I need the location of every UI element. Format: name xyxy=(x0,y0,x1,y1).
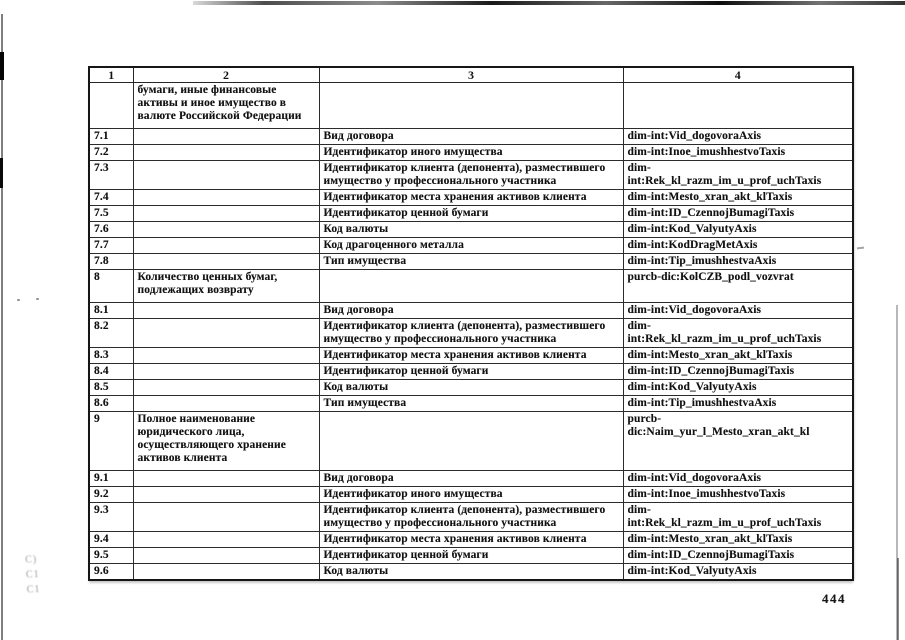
table-row xyxy=(89,238,853,254)
group-name-cell xyxy=(133,190,319,206)
row-number-cell: 8.5 xyxy=(89,380,133,396)
column-header-3: 3 xyxy=(319,67,623,83)
code-cell: dim-int:ID_CzennojBumagiTaxis xyxy=(623,206,853,222)
code-cell xyxy=(623,83,853,129)
indicator-name-cell: Идентификатор иного имущества xyxy=(319,145,623,161)
table-body xyxy=(89,83,853,581)
indicator-name-cell: Вид договора xyxy=(319,129,623,145)
code-cell: dim-int:ID_CzennojBumagiTaxis xyxy=(623,548,853,564)
scan-artifact-top-edge xyxy=(193,1,905,5)
table-row xyxy=(89,532,853,548)
scan-artifact-left-blot xyxy=(0,158,3,188)
margin-smudge-mark: C) xyxy=(24,554,38,566)
row-number-cell: 9 xyxy=(89,412,133,471)
row-number-cell: 7.8 xyxy=(89,254,133,270)
table-row xyxy=(89,348,853,364)
code-cell: dim-int:Kod_ValyutyAxis xyxy=(623,564,853,581)
indicator-name-cell xyxy=(319,83,623,129)
indicator-name-cell: Код валюты xyxy=(319,564,623,581)
table-row xyxy=(89,270,853,303)
table-row xyxy=(89,396,853,412)
indicator-name-cell: Код валюты xyxy=(319,222,623,238)
code-cell: dim-int:Tip_imushhestvaAxis xyxy=(623,254,853,270)
row-number-cell: 8.2 xyxy=(89,319,133,348)
code-cell: dim-int:Rek_kl_razm_im_u_prof_uchTaxis xyxy=(623,319,853,348)
table-row xyxy=(89,364,853,380)
code-cell: dim-int:KodDragMetAxis xyxy=(623,238,853,254)
group-name-cell xyxy=(133,532,319,548)
group-name-cell xyxy=(133,348,319,364)
group-name-cell xyxy=(133,487,319,503)
scan-speck xyxy=(17,299,20,301)
scan-artifact-right-edge xyxy=(897,558,899,640)
row-number-cell xyxy=(89,83,133,129)
group-name-cell xyxy=(133,380,319,396)
column-header-1: 1 xyxy=(89,67,133,83)
code-cell: dim-int:Mesto_xran_akt_klTaxis xyxy=(623,532,853,548)
indicator-name-cell xyxy=(319,270,623,303)
indicator-name-cell: Идентификатор ценной бумаги xyxy=(319,364,623,380)
row-number-cell: 9.3 xyxy=(89,503,133,532)
row-number-cell: 7.7 xyxy=(89,238,133,254)
indicator-name-cell: Идентификатор клиента (депонента), разместившего имущество у профессионального участника xyxy=(319,319,623,348)
table-row xyxy=(89,412,853,471)
code-cell: dim-int:Rek_kl_razm_im_u_prof_uchTaxis xyxy=(623,161,853,190)
code-cell: dim-int:Rek_kl_razm_im_u_prof_uchTaxis xyxy=(623,503,853,532)
code-cell: dim-int:ID_CzennojBumagiTaxis xyxy=(623,364,853,380)
row-number-cell: 8.1 xyxy=(89,303,133,319)
row-number-cell: 7.4 xyxy=(89,190,133,206)
table-row xyxy=(89,161,853,190)
row-number-cell: 7.2 xyxy=(89,145,133,161)
table-row xyxy=(89,471,853,487)
group-name-cell xyxy=(133,548,319,564)
group-name-cell xyxy=(133,129,319,145)
row-number-cell: 9.5 xyxy=(89,548,133,564)
group-name-cell xyxy=(133,145,319,161)
table-row xyxy=(89,303,853,319)
table-row xyxy=(89,190,853,206)
indicator-name-cell: Идентификатор ценной бумаги xyxy=(319,206,623,222)
code-cell: dim-int:Vid_dogovoraAxis xyxy=(623,303,853,319)
scan-artifact-left-edge xyxy=(1,14,3,640)
row-number-cell: 9.2 xyxy=(89,487,133,503)
table-row xyxy=(89,145,853,161)
column-header-2: 2 xyxy=(133,67,319,83)
margin-smudge xyxy=(25,551,51,597)
table-row xyxy=(89,222,853,238)
indicator-name-cell: Идентификатор места хранения активов клиента xyxy=(319,348,623,364)
group-name-cell xyxy=(133,303,319,319)
code-cell: purcb-dic:Naim_yur_l_Mesto_xran_akt_kl xyxy=(623,412,853,471)
indicator-name-cell: Идентификатор клиента (депонента), разместившего имущество у профессионального участника xyxy=(319,503,623,532)
code-cell: dim-int:Kod_ValyutyAxis xyxy=(623,222,853,238)
table-row xyxy=(89,564,853,581)
code-cell: dim-int:Mesto_xran_akt_klTaxis xyxy=(623,190,853,206)
row-number-cell: 9.1 xyxy=(89,471,133,487)
scan-speck xyxy=(36,298,39,300)
row-number-cell: 8.4 xyxy=(89,364,133,380)
code-cell: dim-int:Kod_ValyutyAxis xyxy=(623,380,853,396)
indicator-name-cell xyxy=(319,412,623,471)
indicator-name-cell: Идентификатор иного имущества xyxy=(319,487,623,503)
indicator-name-cell: Идентификатор места хранения активов клиента xyxy=(319,532,623,548)
group-name-cell xyxy=(133,396,319,412)
group-name-cell: Полное наименование юридического лица, осуществляющего хранение активов клиента xyxy=(133,412,319,471)
group-name-cell xyxy=(133,161,319,190)
code-cell: purcb-dic:KolCZB_podl_vozvrat xyxy=(623,270,853,303)
code-cell: dim-int:Vid_dogovoraAxis xyxy=(623,129,853,145)
indicator-name-cell: Вид договора xyxy=(319,303,623,319)
row-number-cell: 8.6 xyxy=(89,396,133,412)
indicator-name-cell: Идентификатор места хранения активов клиента xyxy=(319,190,623,206)
group-name-cell xyxy=(133,503,319,532)
table-row xyxy=(89,83,853,129)
code-cell: dim-int:Tip_imushhestvaAxis xyxy=(623,396,853,412)
column-header-4: 4 xyxy=(623,67,853,83)
group-name-cell xyxy=(133,254,319,270)
row-number-cell: 7.3 xyxy=(89,161,133,190)
code-cell: dim-int:Inoe_imushhestvoTaxis xyxy=(623,145,853,161)
table-row xyxy=(89,129,853,145)
group-name-cell xyxy=(133,564,319,581)
group-name-cell xyxy=(133,222,319,238)
table-row xyxy=(89,487,853,503)
form-table xyxy=(88,66,854,581)
indicator-name-cell: Идентификатор ценной бумаги xyxy=(319,548,623,564)
row-number-cell: 7.1 xyxy=(89,129,133,145)
row-number-cell: 8 xyxy=(89,270,133,303)
table-header-row xyxy=(89,67,853,83)
row-number-cell: 9.4 xyxy=(89,532,133,548)
table-row xyxy=(89,319,853,348)
indicator-name-cell: Код валюты xyxy=(319,380,623,396)
indicator-name-cell: Тип имущества xyxy=(319,396,623,412)
row-number-cell: 8.3 xyxy=(89,348,133,364)
row-number-cell: 9.6 xyxy=(89,564,133,581)
scan-artifact-left-blot xyxy=(0,52,4,80)
table-row xyxy=(89,206,853,222)
page-number: 444 xyxy=(822,591,846,606)
indicator-name-cell: Вид договора xyxy=(319,471,623,487)
group-name-cell xyxy=(133,238,319,254)
table-row xyxy=(89,503,853,532)
table-row xyxy=(89,254,853,270)
table-row xyxy=(89,380,853,396)
indicator-name-cell: Тип имущества xyxy=(319,254,623,270)
margin-smudge-mark: C1 xyxy=(25,568,40,581)
group-name-cell xyxy=(133,319,319,348)
group-name-cell: Количество ценных бумаг, подлежащих возврату xyxy=(133,270,319,303)
code-cell: dim-int:Mesto_xran_akt_klTaxis xyxy=(623,348,853,364)
group-name-cell xyxy=(133,471,319,487)
scan-speck xyxy=(857,247,864,250)
indicator-name-cell: Код драгоценного металла xyxy=(319,238,623,254)
code-cell: dim-int:Vid_dogovoraAxis xyxy=(623,471,853,487)
table-row xyxy=(89,548,853,564)
group-name-cell: бумаги, иные финансовые активы и иное имущество в валюте Российской Федерации xyxy=(133,83,319,129)
code-cell: dim-int:Inoe_imushhestvoTaxis xyxy=(623,487,853,503)
group-name-cell xyxy=(133,364,319,380)
margin-smudge-mark: C1 xyxy=(26,583,41,596)
indicator-name-cell: Идентификатор клиента (депонента), разместившего имущество у профессионального участника xyxy=(319,161,623,190)
row-number-cell: 7.5 xyxy=(89,206,133,222)
group-name-cell xyxy=(133,206,319,222)
row-number-cell: 7.6 xyxy=(89,222,133,238)
